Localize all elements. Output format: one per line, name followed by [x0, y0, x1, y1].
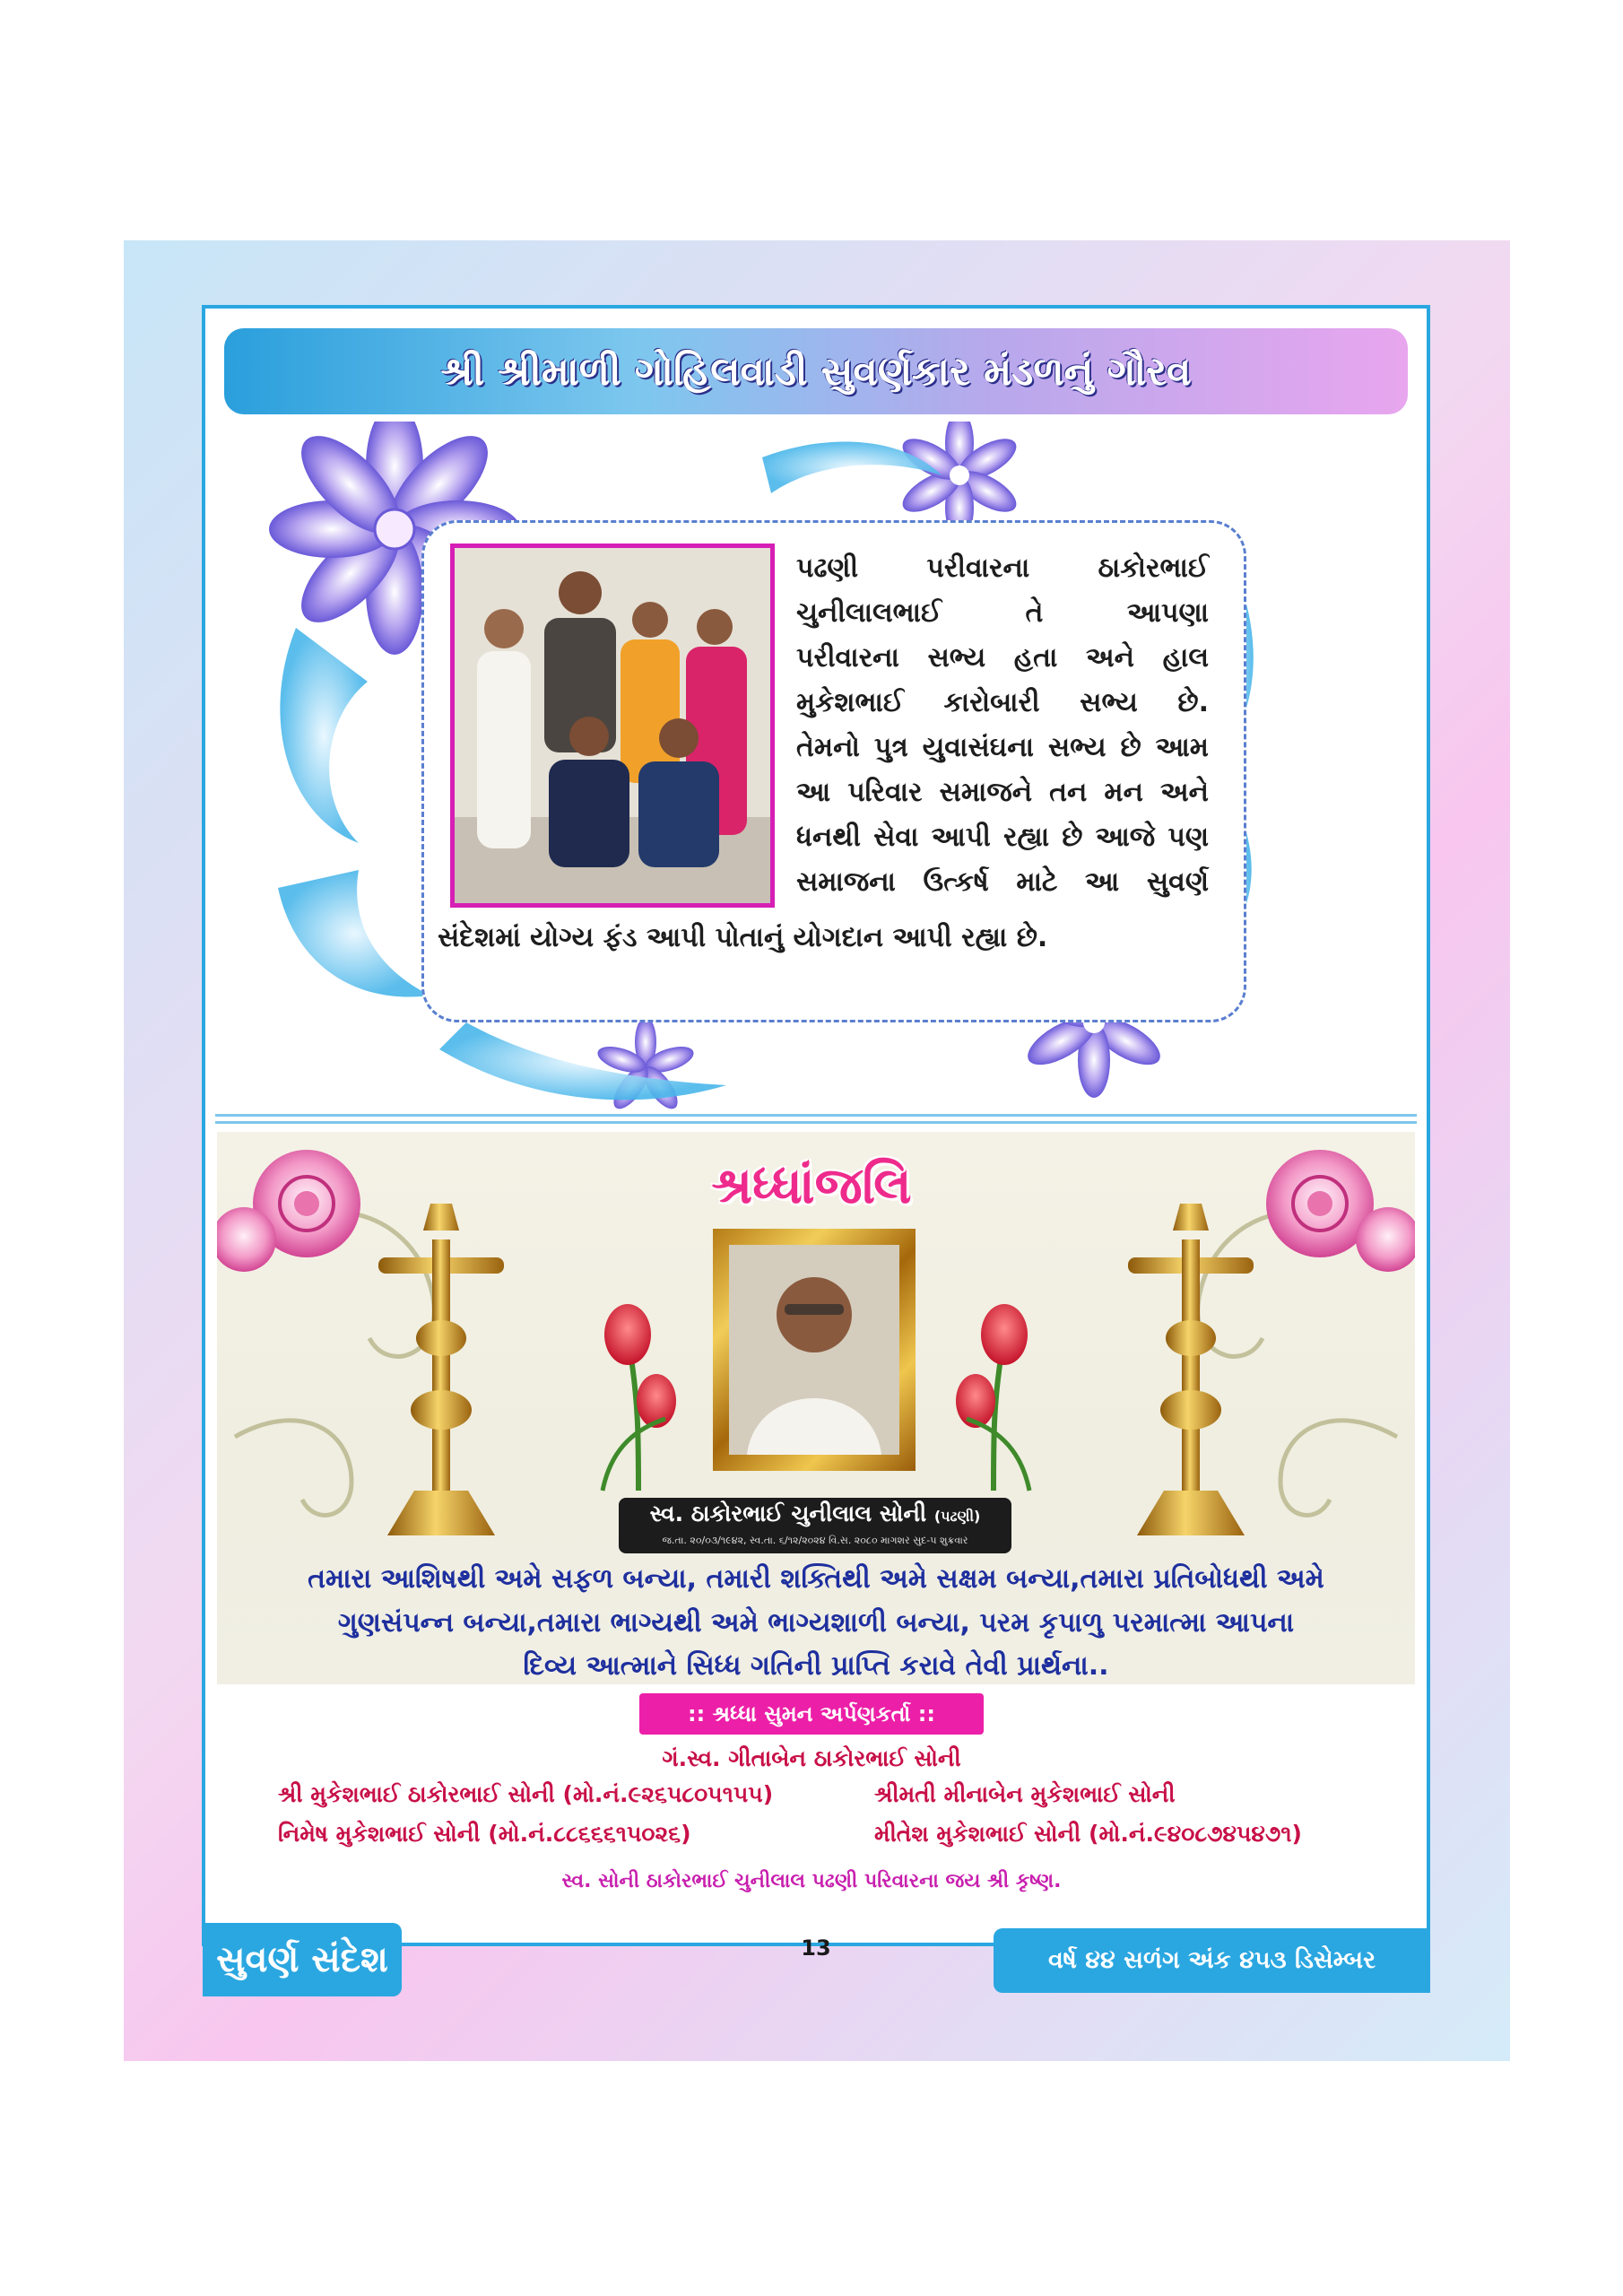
deceased-dates: જ.તા. ૨૦/૦૩/૧૯૪૨, સ્વ.તા. ૬/૧૨/૨૦૨૪ વિ.સ. ૨૦૮૦ માગશર સુદ-૫ શુક્રવાર [662, 1535, 968, 1546]
lamp-right [1128, 1204, 1254, 1535]
portrait-photo [729, 1245, 899, 1455]
deceased-name-line [619, 1498, 1011, 1533]
portrait-illustration [729, 1245, 899, 1455]
family-greeting: સ્વ. સોની ઠાકોરભાઈ ચુનીલાલ પઢણી પરિવારના જય શ્રી કૃષ્ણ. [561, 1870, 1062, 1892]
deceased-name-suffix: (પઢણી) [933, 1508, 981, 1525]
deceased-name: સ્વ. ઠાકોરભાઈ ચુનીલાલ સોની [649, 1500, 927, 1526]
tribute-message-line-1: તમારા આશિષથી અમે સફળ બન્યા, તમારી શક્તિથી અમે સક્ષમ બન્યા,તમારા પ્રતિબોધથી અમે [308, 1563, 1324, 1595]
article-last-line: સંદેશમાં યોગ્ય ફંડ આપી પોતાનું યોગદાન આપી રહ્યા છે. [438, 922, 1048, 953]
tulips-right [956, 1304, 1029, 1491]
name-plate [619, 1498, 1011, 1553]
tulips-left [603, 1304, 676, 1491]
section-divider-1 [215, 1114, 1417, 1117]
family-photo-illustration [455, 548, 770, 903]
offerer-top: ગં.સ્વ. ગીતાબેન ઠાકોરભાઈ સોની [662, 1745, 961, 1771]
article-line-4: મુકેશભાઈ કારોબારી સભ્ય છે. [796, 687, 1209, 718]
offerer-row1-left: શ્રી મુકેશભાઈ ઠાકોરભાઈ સોની (મો.નં.૯૨૬૫૮૦૫૧૫૫) [278, 1781, 774, 1807]
footer-issue-info: વર્ષ ૪૪ સળંગ અંક ૪૫૩ ડિસેમ્બર [994, 1928, 1430, 1993]
page-number: 13 [801, 1935, 831, 1961]
offerer-row2-left: નિમેષ મુકેશભાઈ સોની (મો.નં.૮૮૬૬૬૧૫૦૨૬) [278, 1821, 691, 1847]
offerers-tag: :: શ્રધ્ધા સુમન અર્પણકર્તા :: [639, 1693, 984, 1735]
article-line-7: ધનથી સેવા આપી રહ્યા છે આજે પણ [796, 822, 1209, 853]
tribute-message-line-2: ગુણસંપન્ન બન્યા,તમારા ભાગ્યથી અમે ભાગ્યશાળી બન્યા, પરમ કૃપાળુ પરમાત્મા આપના [337, 1607, 1295, 1639]
article-line-6: આ પરિવાર સમાજને તન મન અને [796, 777, 1209, 808]
article-line-5: તેમનો પુત્ર યુવાસંઘના સભ્ય છે આમ [796, 732, 1209, 763]
tribute-heading: શ્રધ્ધાંજલિ [711, 1157, 912, 1215]
offerer-row1-right: શ્રીમતી મીનાબેન મુકેશભાઈ સોની [874, 1781, 1176, 1807]
article-line-2: ચુનીલાલભાઈ તે આપણા [796, 597, 1209, 629]
section-divider-2 [215, 1121, 1417, 1124]
article-line-8: સમાજના ઉત્કર્ષ માટે આ સુવર્ણ [796, 866, 1209, 898]
offerer-row2-right: મીતેશ મુકેશભાઈ સોની (મો.નં.૯૪૦૮૭૪૫૪૭૧) [874, 1821, 1302, 1847]
header-title: શ્રી શ્રીમાળી ગોહિલવાડી સુવર્ણકાર મંડળનું ગૌરવ [440, 348, 1192, 395]
lamp-left [378, 1204, 504, 1535]
family-photo [450, 544, 775, 908]
footer-magazine-name: સુવર્ણ સંદેશ [203, 1923, 402, 1996]
header-title-bar [224, 328, 1408, 414]
portrait-frame [713, 1229, 916, 1471]
article-line-3: પરીવારના સભ્ય હતા અને હાલ [796, 642, 1209, 674]
tribute-message-line-3: દિવ્ય આત્માને સિધ્ધ ગતિની પ્રાપ્તિ કરાવે તેવી પ્રાર્થના.. [523, 1650, 1109, 1682]
flower-bottom-mid [595, 1017, 697, 1114]
article-line-1: પઢણી પરીવારના ઠાકોરભાઈ [796, 552, 1209, 584]
